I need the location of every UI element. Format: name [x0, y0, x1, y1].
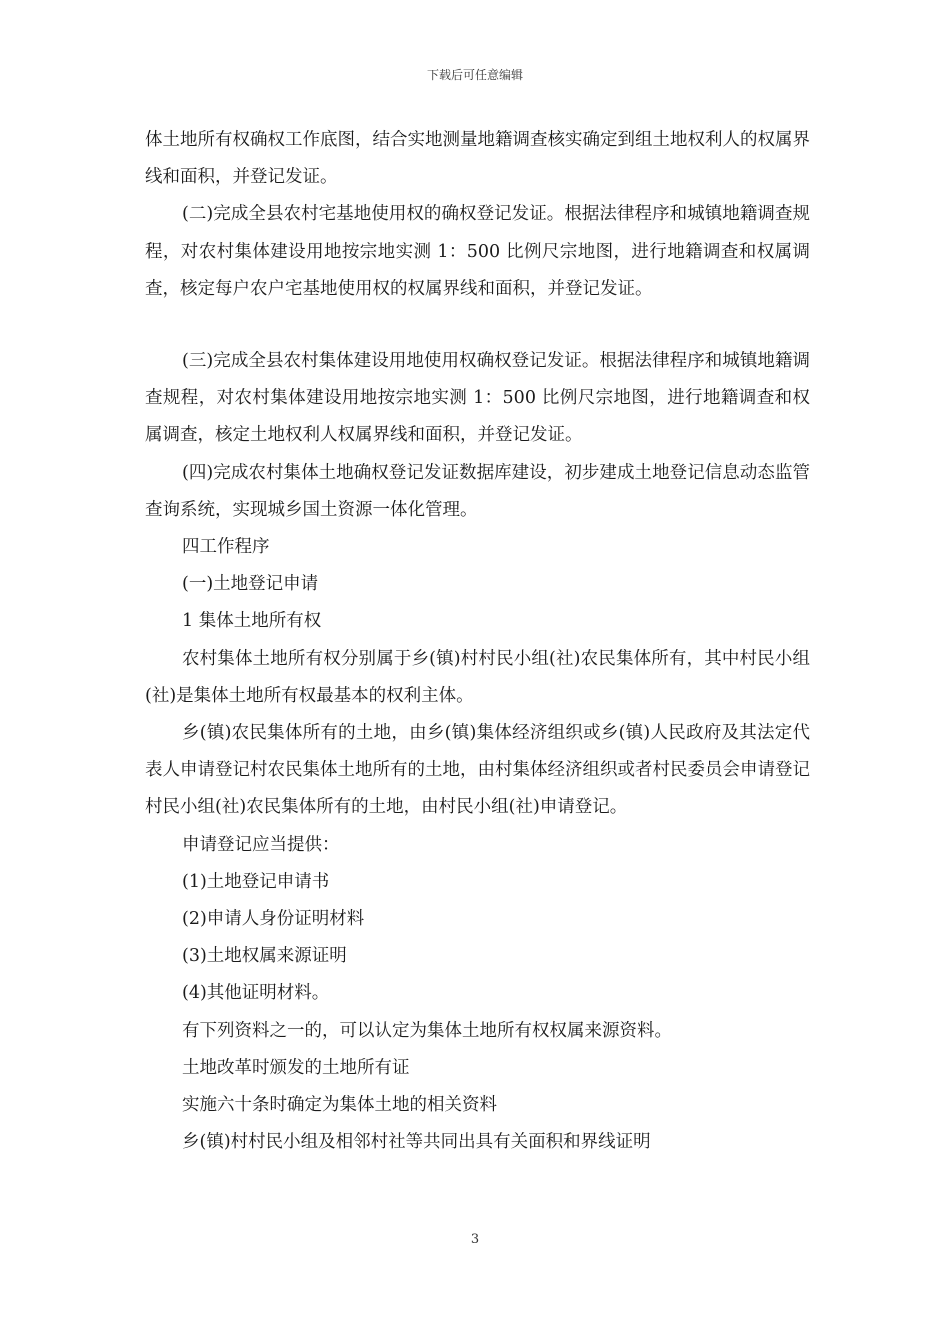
paragraph-item-2: (二)完成全县农村宅基地使用权的确权登记发证。根据法律程序和城镇地籍调查规程，对农村集体建设用地按宗地实测 1：500 比例尺宗地图，进行地籍调查和权属调查，核定每户农户宅基地使用权的权属界线和面积，并登记发证。	[145, 204, 810, 299]
list-item-other-materials: (4)其他证明材料。	[182, 983, 330, 1004]
list-item-ownership-source: (3)土地权属来源证明	[182, 946, 347, 967]
paragraph-ownership-subject: 农村集体土地所有权分别属于乡(镇)村村民小组(社)农民集体所有，其中村民小组(社)是集体土地所有权最基本的权利主体。	[145, 648, 810, 706]
paragraph-application-parties: 乡(镇)农民集体所有的土地，由乡(镇)集体经济组织或乡(镇)人民政府及其法定代表人申请登记村农民集体土地所有的土地，由村集体经济组织或者村民委员会申请登记村民小组(社)农民集体所有的土地，由村民小组(社)申请登记。	[145, 723, 810, 818]
section-heading-procedure: 四工作程序	[182, 537, 270, 558]
paragraph-continuation: 体土地所有权确权工作底图，结合实地测量地籍调查核实确定到组土地权利人的权属界线和面积，并登记发证。	[145, 130, 810, 188]
subsection-heading-application: (一)土地登记申请	[182, 574, 319, 595]
list-item-identity-proof: (2)申请人身份证明材料	[182, 909, 365, 930]
paragraph-item-4: (四)完成农村集体土地确权登记发证数据库建设，初步建成土地登记信息动态监管查询系统，实现城乡国土资源一体化管理。	[145, 462, 810, 520]
paragraph-item-3: (三)完成全县农村集体建设用地使用权确权登记发证。根据法律程序和城镇地籍调查规程，对农村集体建设用地按宗地实测 1：500 比例尺宗地图，进行地籍调查和权属调查，核定土地权利人权属界线和面积，并登记发证。	[145, 351, 810, 446]
page-number: 3	[470, 1232, 480, 1247]
list-item-application-form: (1)土地登记申请书	[182, 871, 330, 892]
document-body	[145, 122, 810, 1161]
paragraph-required-materials: 申请登记应当提供：	[182, 834, 340, 855]
list-item-boundary-proof: 乡(镇)村村民小组及相邻村社等共同出具有关面积和界线证明	[182, 1132, 651, 1153]
page-header: 下载后可任意编辑	[426, 68, 523, 82]
subsection-heading-ownership: 1 集体土地所有权	[182, 611, 322, 632]
list-item-sixty-articles: 实施六十条时确定为集体土地的相关资料	[182, 1095, 497, 1116]
paragraph-source-materials: 有下列资料之一的，可以认定为集体土地所有权权属来源资料。	[182, 1020, 672, 1041]
list-item-land-reform-certificate: 土地改革时颁发的土地所有证	[182, 1057, 410, 1078]
